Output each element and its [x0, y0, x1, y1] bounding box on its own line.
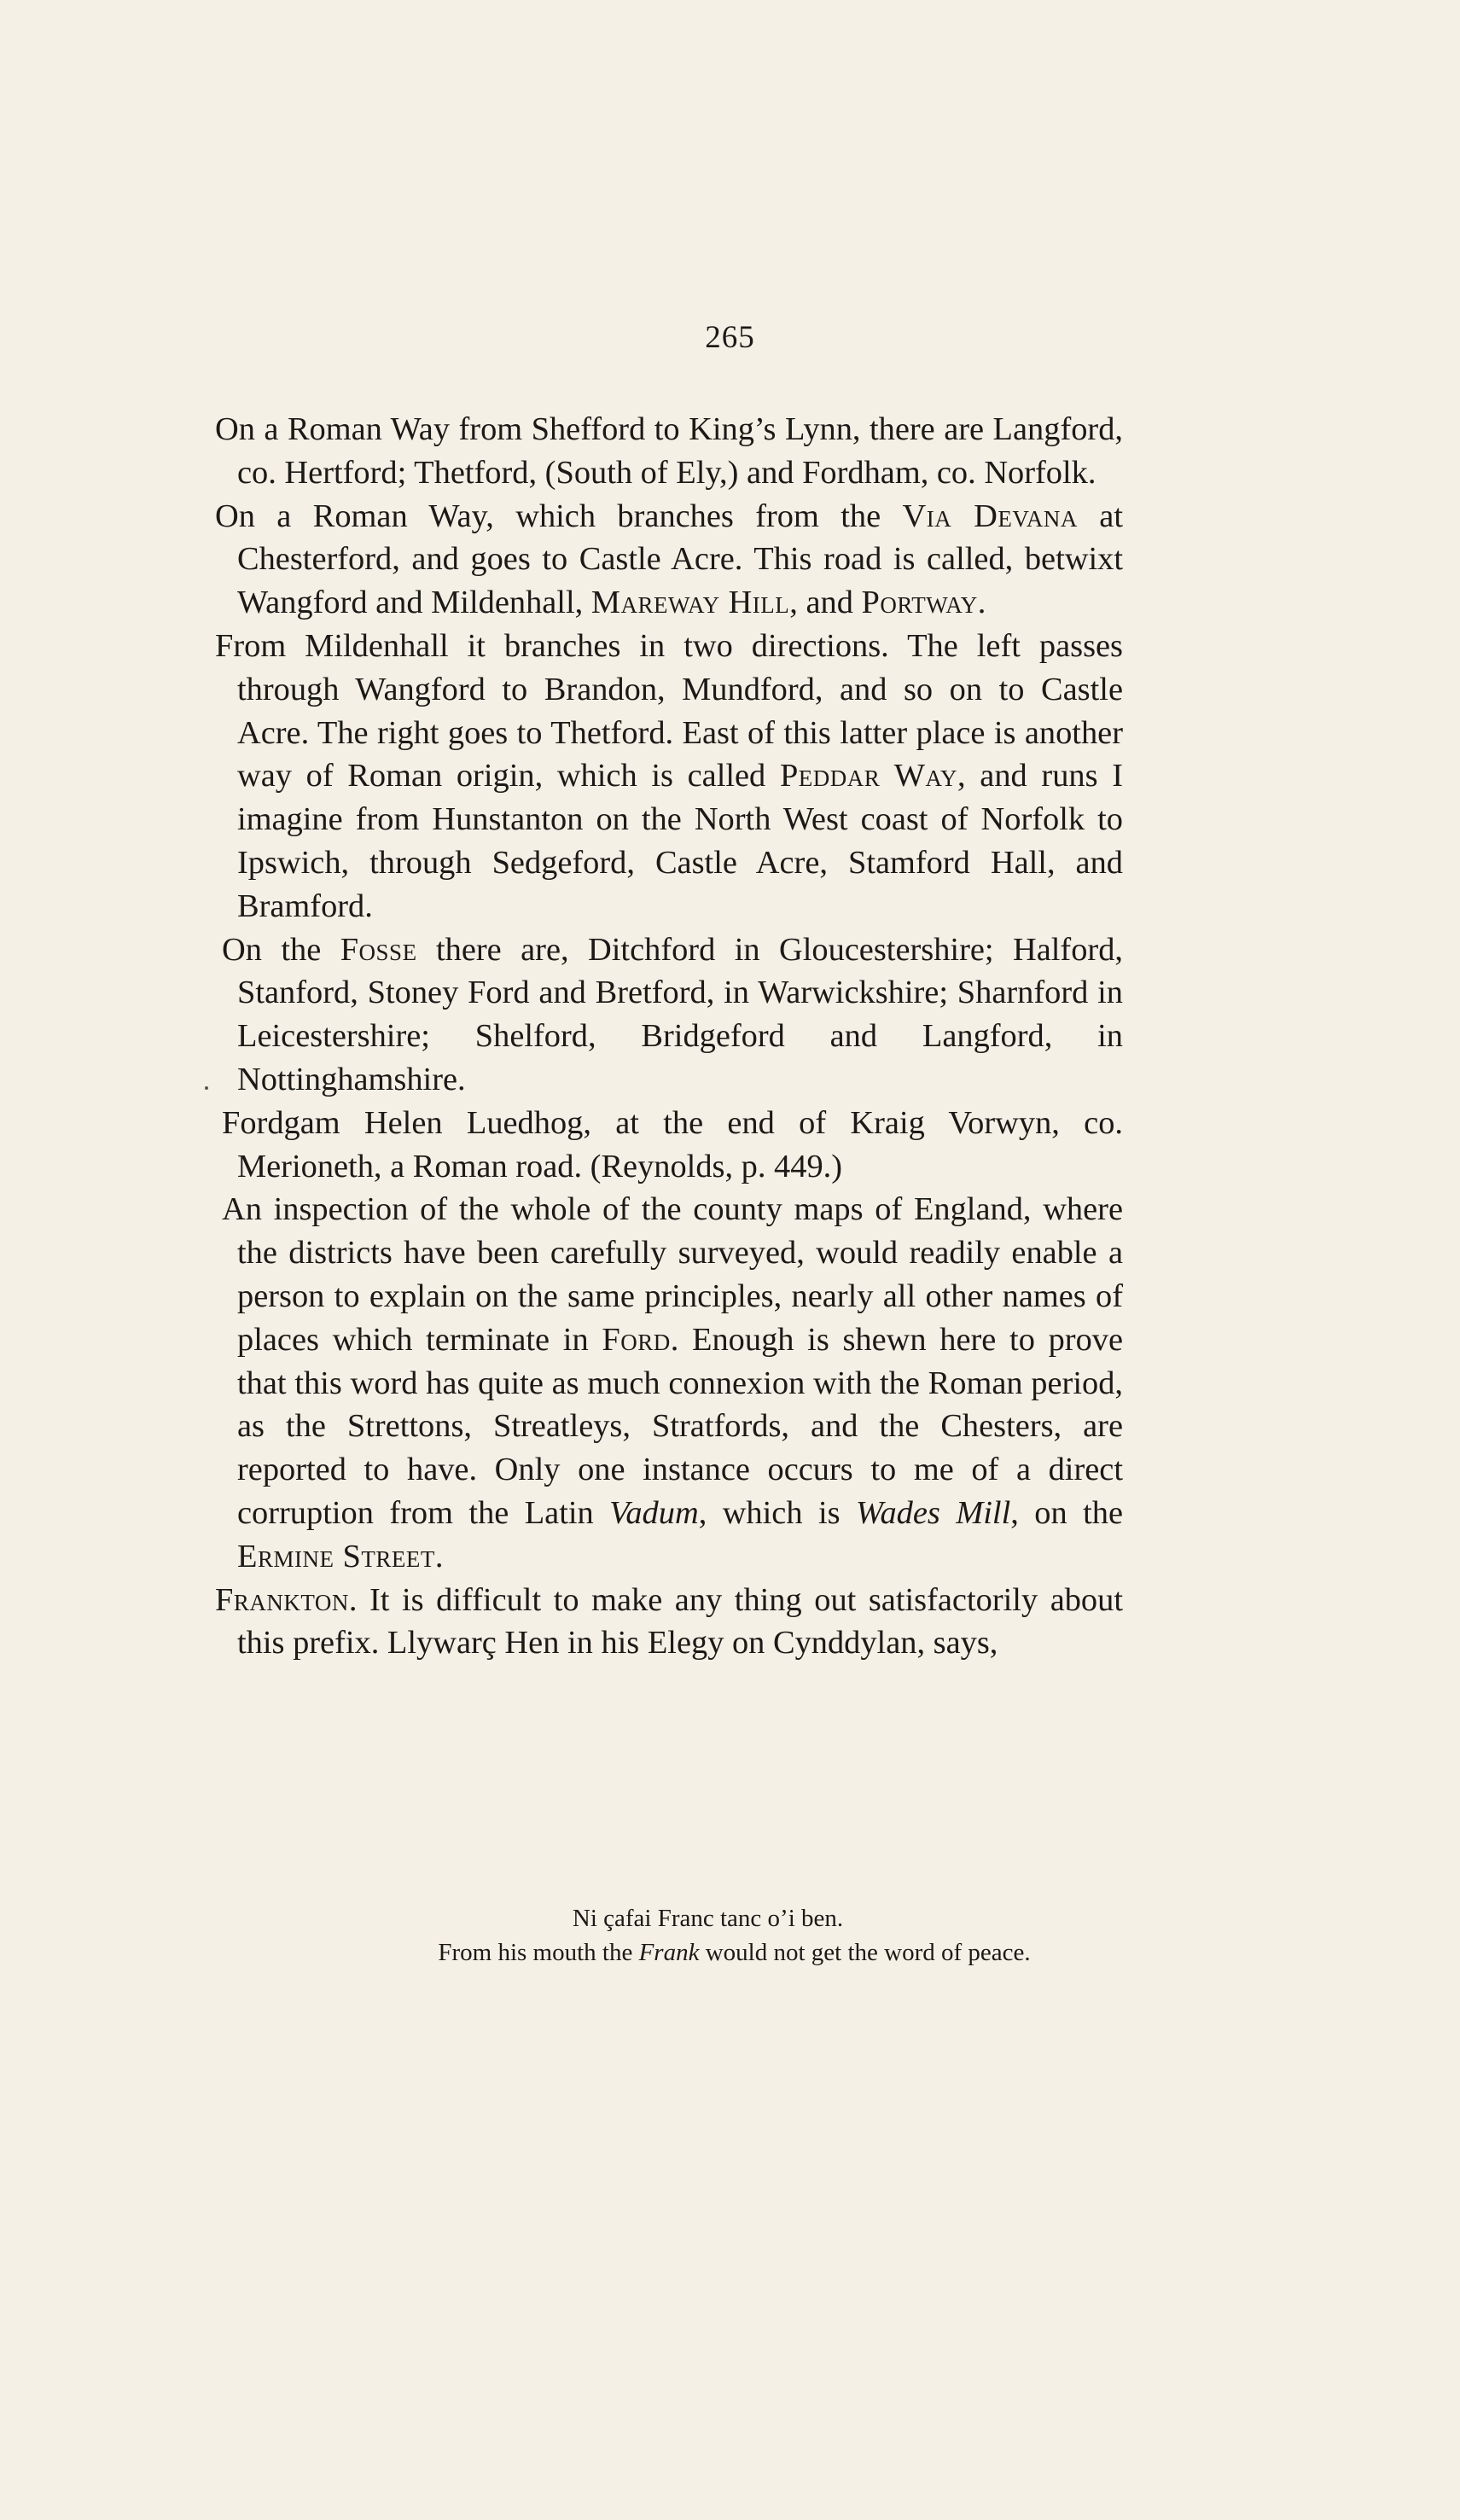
paragraph-text: .: [977, 585, 986, 621]
verse-welsh-line: Ni çafai Franc tanc o’i ben.: [572, 1905, 844, 1932]
paragraph-text: , on the: [1010, 1494, 1123, 1531]
page-number: 265: [705, 320, 755, 355]
paragraph-via-devana: [215, 495, 1123, 625]
paragraph-text: , and runs I imagine from Hunstanton on the North West coast of Norfolk to Ipswich, through Sedgeford, Castle Acre, Stamford Hall, and Bramford.: [237, 758, 1123, 924]
paragraph-text: On the: [222, 931, 340, 968]
paragraph-text: at Chesterford, and goes to Castle Acre. This road is called, betwixt Wangford and Mildenhall,: [237, 498, 1123, 621]
paragraph-text: From Mildenhall it branches in two directions. The left passes through Wangford to Brandon, Mundford, and so on to Castle Acre. The right goes to Thetford. East of this latter place is another way of Roman origin, which is called: [215, 627, 1123, 794]
latin-term-vadum: Vadum: [609, 1494, 699, 1531]
paragraph-text: On a Roman Way from Shefford to King’s Lynn, there are Langford, co. Hertford; Thetford, (South of Ely,) and Fordham, co. Norfolk.: [215, 411, 1123, 491]
paragraph-frankton: [215, 1579, 1123, 1666]
paragraph-text: . Enough is shewn here to prove that this word has quite as much connexion with the Roman period, as the Strettons, Streatleys, Stratfords, and the Chesters, are reported to have. Only one instance occurs to me of a direct corruption from the Latin: [237, 1321, 1123, 1531]
road-name-ermine-street: Ermine Street: [237, 1538, 435, 1574]
verse-italic-frank: Frank: [638, 1939, 700, 1966]
paragraph-text: .: [434, 1538, 444, 1574]
road-name-portway: Portway: [861, 585, 978, 621]
verse-text: would not get the word of peace.: [699, 1939, 1031, 1966]
verse-translation-line: [0, 1935, 1460, 1970]
paragraph-text: An inspection of the whole of the county maps of England, where the districts have been carefully surveyed, would readily enable a person to explain on the same principles, nearly all other names of places which terminate in: [222, 1191, 1123, 1358]
verse-text: From his mouth the: [438, 1939, 639, 1966]
paragraph-text: On a Roman Way, which branches from the: [215, 498, 903, 534]
paragraph-fosse: [215, 928, 1123, 1102]
margin-ink-mark: [205, 1086, 208, 1090]
term-ford: Ford: [602, 1321, 671, 1358]
paragraph-text: , which is: [698, 1494, 856, 1531]
paragraph-text: Fordgam Helen Luedhog, at the end of Kraig Vorwyn, co. Merioneth, a Roman road. (Reynolds, p. 449.): [222, 1104, 1123, 1184]
paragraph-mildenhall: [215, 625, 1123, 928]
paragraph-fordgam: [215, 1102, 1123, 1189]
main-text: [215, 408, 1123, 1665]
paragraph-text: , and: [789, 585, 862, 621]
road-name-via-devana: Via Devana: [902, 498, 1078, 534]
paragraph-shefford-road: [215, 408, 1123, 495]
road-name-mareway-hill: Mareway Hill: [590, 585, 790, 621]
road-name-fosse: Fosse: [340, 931, 417, 968]
place-name-wades-mill: Wades Mill: [856, 1494, 1011, 1531]
paragraph-text: . It is difficult to make any thing out satisfactorily about this prefix. Llywarç Hen in his Elegy on Cynddylan, says,: [237, 1581, 1123, 1662]
heading-frankton: Frankton: [215, 1581, 349, 1618]
road-name-peddar-way: Peddar Way: [779, 758, 958, 794]
paragraph-text: there are, Ditchford in Gloucestershire; Halford, Stanford, Stoney Ford and Bretford, in Warwickshire; Sharnford in Leicestershire; Shelford, Bridgeford and Langford, in Nottinghamshire.: [237, 931, 1123, 1097]
verse-quotation: [0, 1901, 1460, 1970]
paragraph-county-maps: [215, 1188, 1123, 1578]
